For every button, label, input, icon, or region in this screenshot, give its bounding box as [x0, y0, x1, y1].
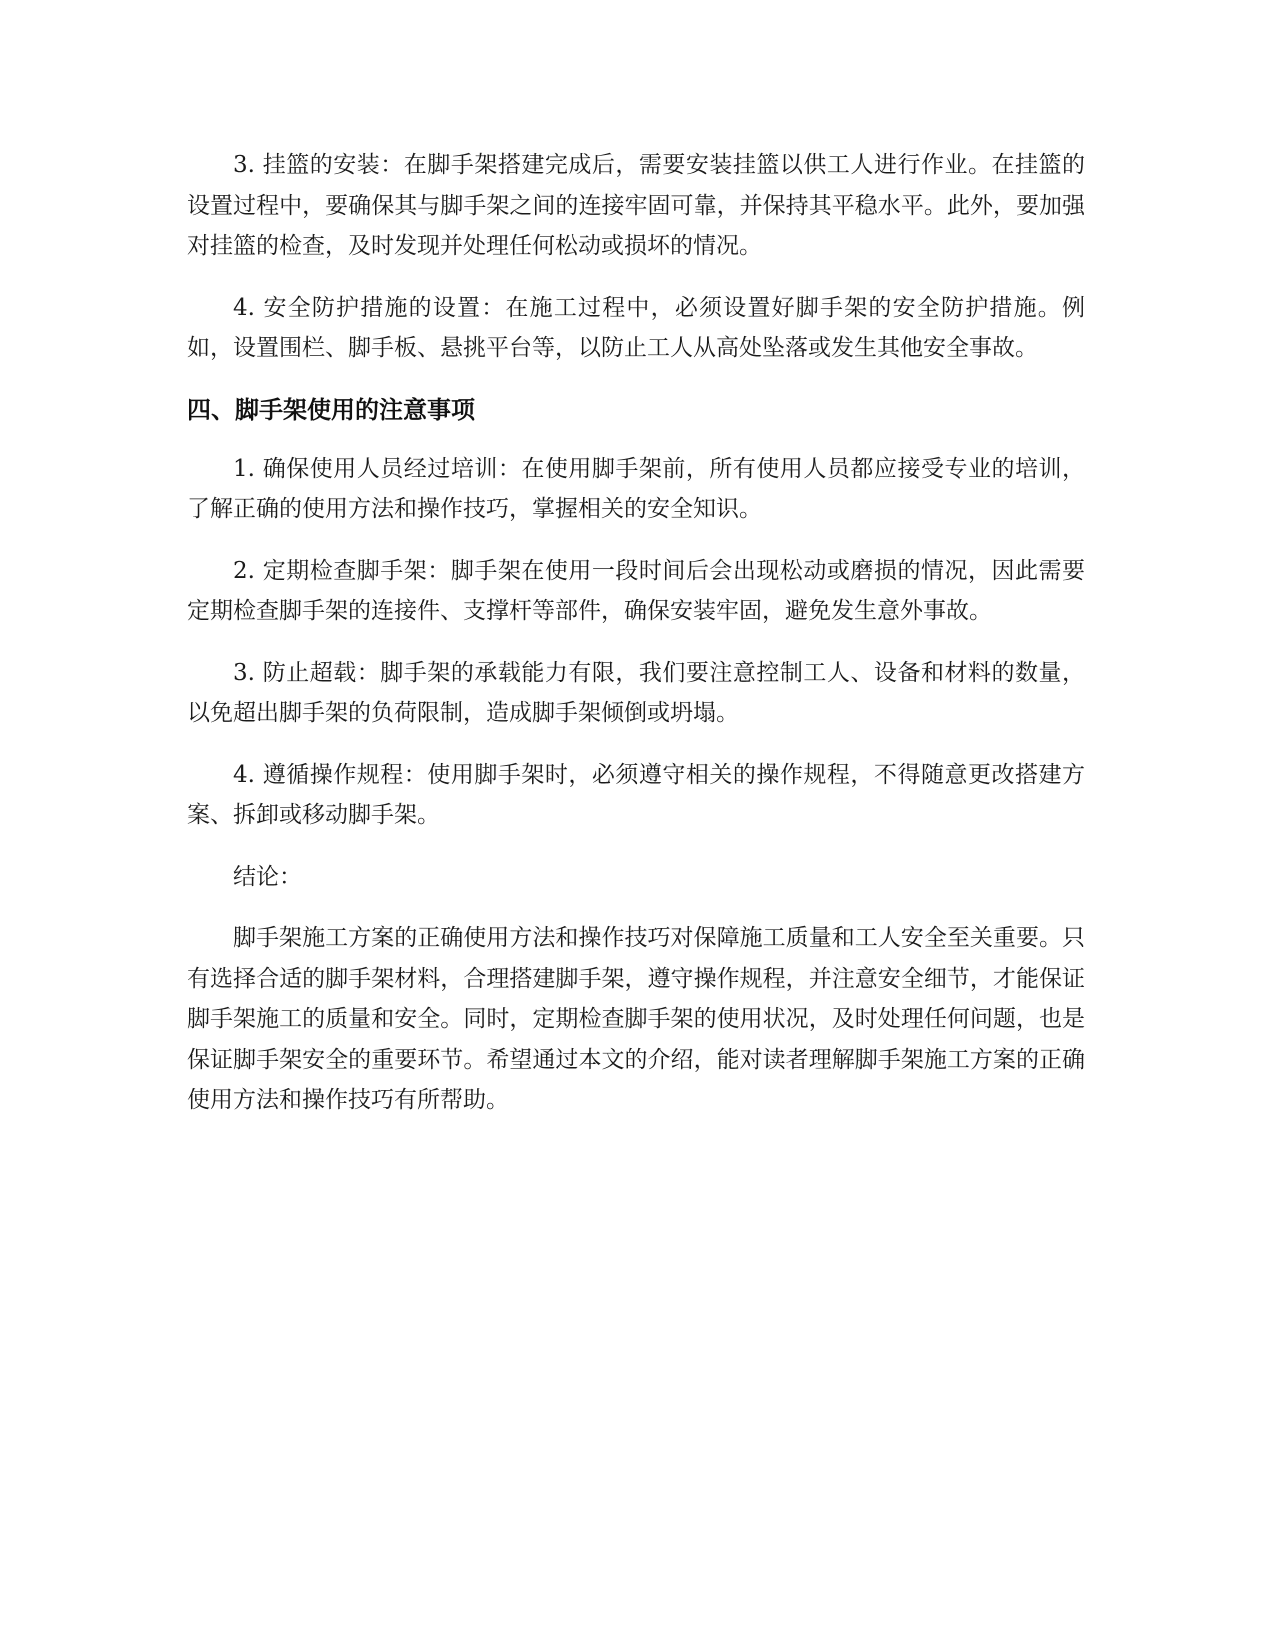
- section-heading-usage-precautions: 四、脚手架使用的注意事项: [187, 395, 475, 424]
- paragraph-hanging-basket-installation: 3. 挂篮的安装：在脚手架搭建完成后，需要安装挂篮以供工人进行作业。在挂篮的设置过程中，要确保其与脚手架之间的连接牢固可靠，并保持其平稳水平。此外，要加强对挂篮的检查，及时发现并处理任何松动或损坏的情况。: [187, 152, 1085, 259]
- paragraph-conclusion: 脚手架施工方案的正确使用方法和操作技巧对保障施工质量和工人安全至关重要。只有选择合适的脚手架材料，合理搭建脚手架，遵守操作规程，并注意安全细节，才能保证脚手架施工的质量和安全。同时，定期检查脚手架的使用状况，及时处理任何问题，也是保证脚手架安全的重要环节。希望通过本文的介绍，能对读者理解脚手架施工方案的正确使用方法和操作技巧有所帮助。: [187, 925, 1085, 1113]
- paragraph-follow-procedures: 4. 遵循操作规程：使用脚手架时，必须遵守相关的操作规程，不得随意更改搭建方案、拆卸或移动脚手架。: [187, 761, 1085, 828]
- paragraph-safety-protection-measures: 4. 安全防护措施的设置：在施工过程中，必须设置好脚手架的安全防护措施。例如，设置围栏、脚手板、悬挑平台等，以防止工人从高处坠落或发生其他安全事故。: [187, 294, 1085, 361]
- paragraph-training: 1. 确保使用人员经过培训：在使用脚手架前，所有使用人员都应接受专业的培训，了解正确的使用方法和操作技巧，掌握相关的安全知识。: [187, 455, 1085, 522]
- paragraph-regular-inspection: 2. 定期检查脚手架：脚手架在使用一段时间后会出现松动或磨损的情况，因此需要定期检查脚手架的连接件、支撑杆等部件，确保安装牢固，避免发生意外事故。: [187, 557, 1085, 624]
- paragraph-prevent-overload: 3. 防止超载：脚手架的承载能力有限，我们要注意控制工人、设备和材料的数量，以免超出脚手架的负荷限制，造成脚手架倾倒或坍塌。: [187, 659, 1085, 726]
- document-body: [187, 145, 1085, 1142]
- conclusion-label: 结论：: [233, 863, 302, 890]
